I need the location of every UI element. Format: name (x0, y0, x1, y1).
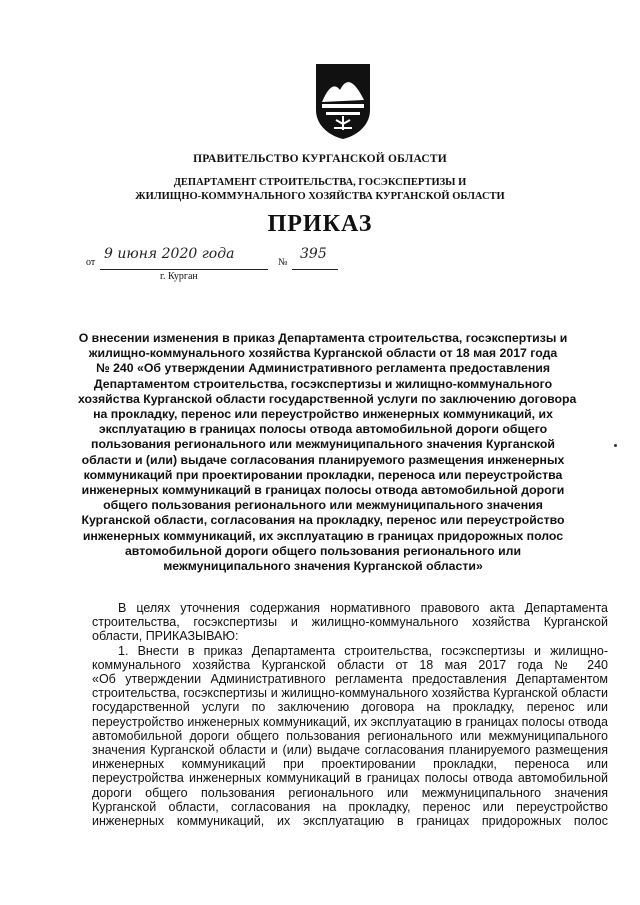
heading-line: коммуникаций при проектировании прокладки, переноса или переустройства (83, 467, 563, 482)
government-name: ПРАВИТЕЛЬСТВО КУРГАНСКОЙ ОБЛАСТИ (193, 153, 447, 165)
heading-line: О внесении изменения в приказ Департамента строительства, госэкспертизы и (78, 331, 568, 345)
heading-line: инженерных коммуникаций, их эксплуатацию в границах придорожных полос (82, 528, 564, 543)
heading-line: на прокладку, перенос или переустройство инженерных коммуникаций, их (93, 407, 553, 422)
kurgan-coat-of-arms-icon (312, 62, 374, 140)
heading-line: эксплуатацию в границах полосы отвода автомобильной дороги общего (98, 422, 548, 437)
scan-speck (614, 444, 617, 447)
heading-line: Курганской области, согласования на прокладку, перенос или переустройство (81, 513, 565, 528)
city: г. Курган (160, 271, 198, 282)
body-line: автомобильной дороги общего пользования регионального или межмуниципального (92, 728, 608, 743)
heading-line: инженерных коммуникаций в границах полосы отвода автомобильной дороги (81, 483, 565, 498)
body-line: государственной услуги по заключению договора на прокладку, перенос или (92, 700, 608, 715)
body-line: Курганской области, согласования на прокладку, перенос или переустройство (92, 799, 608, 814)
heading-line: Департаментом строительства, госэкспертизы и жилищно-коммунального (93, 376, 553, 391)
document-type: ПРИКАЗ (267, 211, 373, 237)
number-underline (292, 269, 338, 270)
heading-line: хозяйства Курганской области государственной услуги по заключению договора (78, 391, 577, 406)
body-line: переустройство инженерных коммуникаций, их эксплуатацию в границах полосы отвода (92, 714, 608, 729)
department-name (0, 176, 640, 204)
body-line: значения Курганской области и (или) выдаче согласования планируемого размещения (92, 743, 608, 758)
department-line-1: ДЕПАРТАМЕНТ СТРОИТЕЛЬСТВА, ГОСЭКСПЕРТИЗЫ И (173, 177, 467, 188)
body-line: строительства, госэкспертизы и жилищно-коммунального хозяйства Курганской области (92, 686, 608, 701)
heading-line: автомобильной дороги общего пользования регионального или (124, 543, 522, 558)
heading-line: межмуниципального значения Курганской области» (163, 559, 483, 574)
body-line: области, ПРИКАЗЫВАЮ: (92, 629, 239, 644)
heading-line: общего пользования регионального или межмуниципального значения (103, 498, 543, 513)
body-line: В целях уточнения содержания нормативного правового акта Департамента (118, 601, 608, 615)
heading-line: области и (или) выдаче согласования планируемого размещения инженерных (81, 452, 565, 467)
heading-line: № 240 «Об утверждении Административного регламента предоставления (95, 361, 551, 376)
department-line-2: ЖИЛИЩНО-КОММУНАЛЬНОГО ХОЗЯЙСТВА КУРГАНСКОЙ ОБЛАСТИ (135, 191, 505, 202)
body-line: 1. Внести в приказ Департамента строительства, госэкспертизы и жилищно- (118, 643, 608, 658)
number-prefix: № (278, 257, 288, 268)
order-heading (78, 331, 577, 574)
body-line: инженерных коммуникаций, их эксплуатацию в границах придорожных полос (92, 814, 608, 829)
heading-line: пользования регионального или межмуниципального значения Курганской (91, 437, 555, 452)
date-prefix: от (86, 257, 96, 268)
heading-line: жилищно-коммунального хозяйства Курганской области от 18 мая 2017 года (88, 346, 558, 361)
body-line: инженерных коммуникаций при проектировании прокладки, переноса или (92, 757, 608, 772)
body-line: переустройства инженерных коммуникаций в границах полосы отвода автомобильной (92, 771, 608, 786)
order-body (92, 601, 608, 828)
date-underline (100, 269, 268, 270)
handwritten-number: 395 (300, 246, 327, 262)
body-line: коммунального хозяйства Курганской области от 18 мая 2017 года № 240 (92, 657, 608, 672)
body-line: дороги общего пользования регионального или межмуниципального значения (92, 785, 608, 800)
body-line: строительства, госэкспертизы и жилищно-коммунального хозяйства Курганской (92, 615, 608, 630)
handwritten-date: 9 июня 2020 года (104, 246, 235, 262)
body-line: «Об утверждении Административного регламента предоставления Департаментом (92, 672, 608, 687)
date-number-line (86, 248, 386, 270)
